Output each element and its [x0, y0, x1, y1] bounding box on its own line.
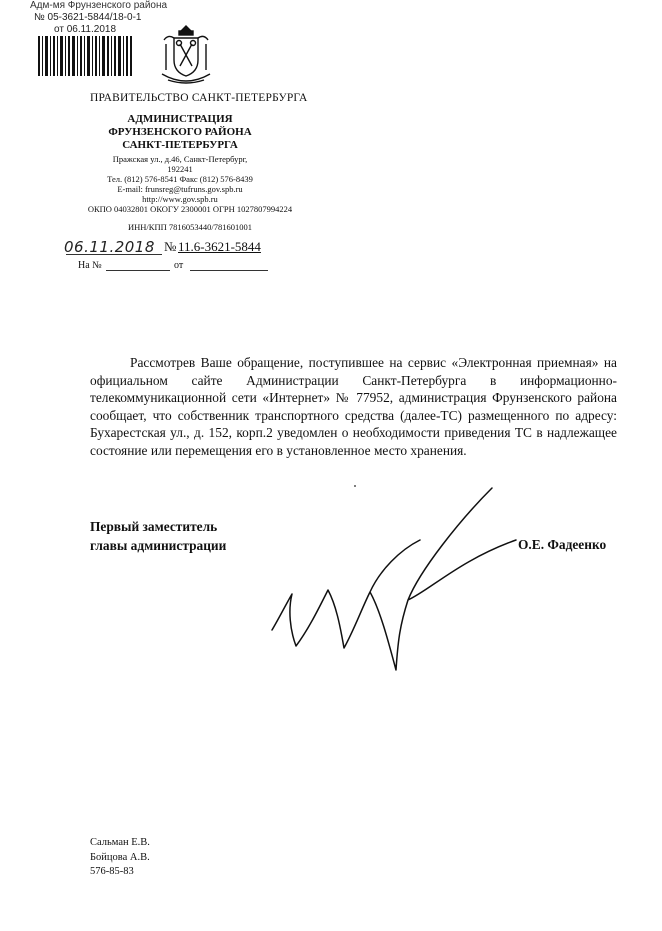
address: Пражская ул., д.46, Санкт-Петербург, 192241 — [112, 154, 248, 174]
phone-fax: Тел. (812) 576-8541 Факс (812) 576-8439 — [107, 174, 253, 184]
registration-date-handwritten: 06.11.2018 — [64, 238, 155, 256]
inn-kpp: ИНН/КПП 7816053440/781601001 — [128, 222, 252, 232]
incoming-stamp-date: от 06.11.2018 — [54, 24, 117, 35]
signatory-title-line-2: главы администрации — [90, 538, 227, 553]
letter-body: Рассмотрев Ваше обращение, поступившее на сервис «Электронная приемная» на официальном сайте Администрации Санкт-Петербурга в информационно-телекоммуникационной сети «Интернет» № 77952, администрация Фрунзенского района сообщает, что собственник транспортного средства (далее-ТС) размещенного по адресу: Бухарестская ул., д. 152, корп.2 уведомлен о необходимости приведения ТС в надлежащее состояние или перемещения его в установленное место хранения. — [90, 355, 617, 458]
registry-codes: ОКПО 04032801 ОКОГУ 2300001 ОГРН 1027807994224 — [87, 204, 293, 214]
reference-date-label: от — [174, 260, 184, 271]
incoming-stamp-number: № 05-3621-5844/18-0-1 — [34, 12, 142, 23]
reference-date-blank — [190, 270, 268, 271]
government-title: ПРАВИТЕЛЬСТВО САНКТ-ПЕТЕРБУРГА — [90, 92, 308, 104]
incoming-stamp-header: Адм-мя Фрунзенского района — [30, 0, 168, 11]
contact-block — [100, 154, 260, 204]
administration-title — [100, 113, 260, 152]
executor-line-2: Бойцова А.В. — [90, 851, 150, 863]
registration-number: 11.6-3621-5844 — [178, 239, 261, 254]
handwritten-signature-icon — [270, 480, 520, 680]
coat-of-arms-icon — [158, 22, 214, 86]
admin-title-line-1: АДМИНИСТРАЦИЯ — [127, 113, 233, 125]
barcode-icon — [38, 36, 134, 76]
executor-block — [90, 836, 150, 880]
signatory-name: О.Е. Фадеенко — [518, 537, 607, 552]
signatory-title-line-1: Первый заместитель — [90, 519, 218, 534]
reference-number-blank — [106, 270, 170, 271]
website: http://www.gov.spb.ru — [142, 194, 218, 204]
registration-number-label: № — [164, 239, 177, 254]
admin-title-line-2: ФРУНЗЕНСКОГО РАЙОНА — [108, 126, 252, 138]
registration-date-underline — [66, 254, 162, 255]
reference-number-label: На № — [78, 260, 102, 271]
signatory-title — [90, 517, 226, 555]
admin-title-line-3: САНКТ-ПЕТЕРБУРГА — [122, 139, 238, 151]
executor-line-1: Сальман Е.В. — [90, 837, 150, 848]
executor-phone: 576-85-83 — [90, 866, 134, 877]
email: E-mail: frunsreg@tufruns.gov.spb.ru — [117, 184, 243, 194]
